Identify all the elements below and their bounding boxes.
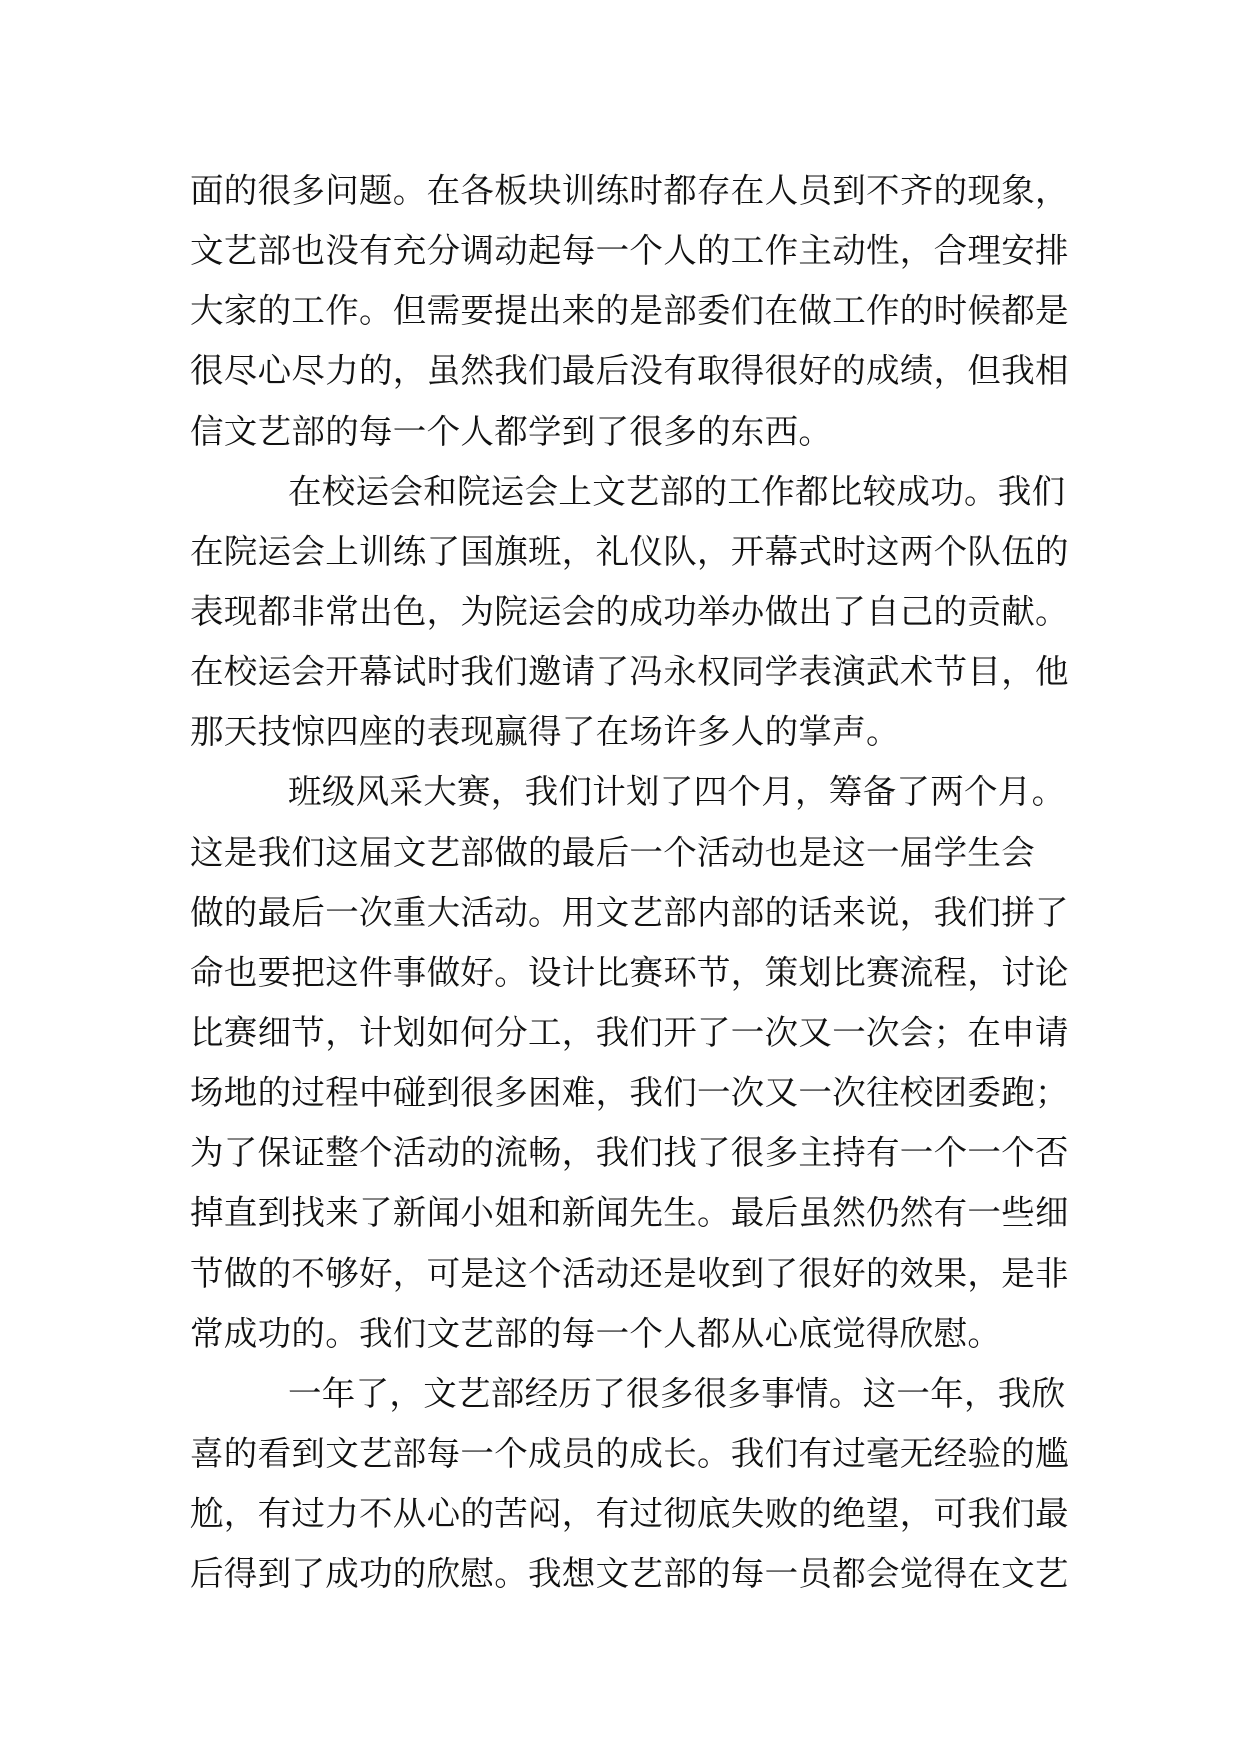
text-line: 信文艺部的每一个人都学到了很多的东西。 — [190, 411, 833, 451]
paragraph-first-line: 一年了，文艺部经历了很多很多事情。这一年，我欣 — [288, 1373, 1066, 1413]
paragraph-first-line: 在校运会和院运会上文艺部的工作都比较成功。我们 — [288, 471, 1066, 511]
text-line: 为了保证整个活动的流畅，我们找了很多主持有一个一个否 — [190, 1133, 1069, 1173]
text-line: 表现都非常出色，为院运会的成功举办做出了自己的贡献。 — [190, 591, 1069, 631]
text-line: 很尽心尽力的，虽然我们最后没有取得很好的成绩，但我相 — [190, 351, 1069, 391]
body-text — [190, 161, 1070, 1604]
text-line: 喜的看到文艺部每一个成员的成长。我们有过毫无经验的尴 — [190, 1433, 1069, 1473]
text-line: 面的很多问题。在各板块训练时都存在人员到不齐的现象， — [190, 171, 1069, 210]
text-line: 比赛细节，计划如何分工，我们开了一次又一次会；在申请 — [190, 1012, 1069, 1052]
text-line: 那天技惊四座的表现赢得了在场许多人的掌声。 — [190, 712, 900, 752]
text-line: 做的最后一次重大活动。用文艺部内部的话来说，我们拼了 — [190, 892, 1069, 932]
text-line: 这是我们这届文艺部做的最后一个活动也是这一届学生会 — [190, 832, 1035, 872]
paragraph-first-line: 班级风采大赛，我们计划了四个月，筹备了两个月。 — [288, 772, 1066, 812]
text-line: 大家的工作。但需要提出来的是部委们在做工作的时候都是 — [190, 291, 1069, 331]
text-line: 尬，有过力不从心的苦闷，有过彻底失败的绝望，可我们最 — [190, 1494, 1069, 1534]
text-line: 命也要把这件事做好。设计比赛环节，策划比赛流程，讨论 — [190, 952, 1069, 992]
text-line: 后得到了成功的欣慰。我想文艺部的每一员都会觉得在文艺 — [190, 1554, 1069, 1594]
text-line: 文艺部也没有充分调动起每一个人的工作主动性，合理安排 — [190, 231, 1069, 271]
text-line: 在院运会上训练了国旗班，礼仪队，开幕式时这两个队伍的 — [190, 531, 1069, 571]
text-line: 常成功的。我们文艺部的每一个人都从心底觉得欣慰。 — [190, 1313, 1002, 1353]
text-line: 场地的过程中碰到很多困难，我们一次又一次往校团委跑； — [190, 1073, 1069, 1113]
text-line: 在校运会开幕试时我们邀请了冯永权同学表演武术节目，他 — [190, 652, 1069, 692]
text-line: 节做的不够好，可是这个活动还是收到了很好的效果，是非 — [190, 1253, 1069, 1293]
text-line: 掉直到找来了新闻小姐和新闻先生。最后虽然仍然有一些细 — [190, 1193, 1069, 1233]
